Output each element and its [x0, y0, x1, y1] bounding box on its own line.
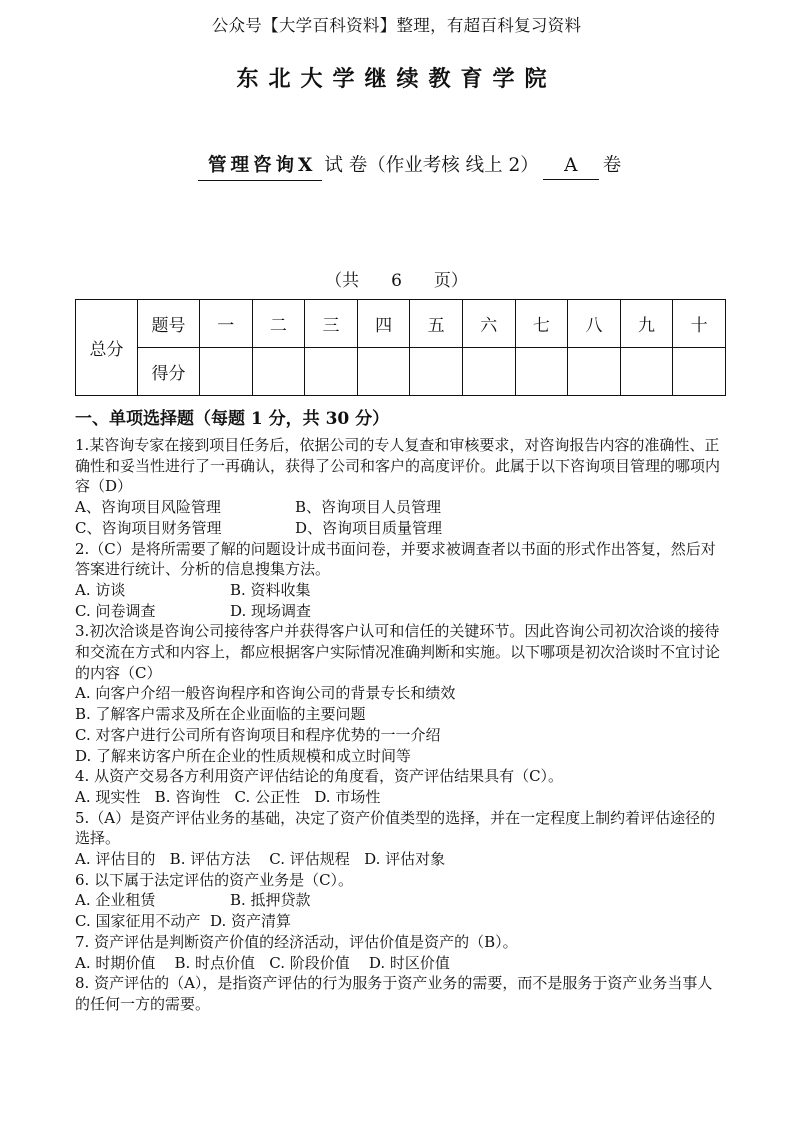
option-row [75, 953, 725, 974]
question-stem: 7. 资产评估是判断资产价值的经济活动，评估价值是资产的（B）。 [75, 932, 518, 951]
option: D、咨询项目质量管理 [295, 518, 443, 537]
question-number-cell: 二 [252, 300, 305, 348]
score-cell [305, 348, 358, 396]
score-cell [410, 348, 463, 396]
total-score-label: 总分 [76, 300, 138, 396]
option: B. 了解客户需求及所在企业面临的主要问题 [75, 705, 366, 724]
option: A. 向客户介绍一般咨询程序和咨询公司的背景专长和绩效 [75, 684, 456, 703]
score-table [75, 299, 726, 396]
option-row [75, 497, 725, 518]
option-row [75, 601, 725, 622]
question-number-cell: 九 [620, 300, 673, 348]
option: A. 评估目的 B. 评估方法 C. 评估规程 D. 评估对象 [75, 850, 446, 869]
volume-letter: A [543, 155, 599, 180]
question-stem: 3.初次洽谈是咨询公司接待客户并获得客户认可和信任的关键环节。因此咨询公司初次洽谈的接待和交流在方式和内容上，都应根据客户实际情况准确判断和实施。以下哪项是初次洽谈时不宜讨论的内容（C） [75, 622, 721, 682]
page-count-open: （共 [325, 271, 360, 291]
score-table-header-row [76, 300, 726, 348]
top-note: 公众号【大学百科资料】整理，有超百科复习资料 [211, 16, 582, 35]
question-number-cell: 五 [410, 300, 463, 348]
option-row [75, 518, 725, 539]
question-stem: 1.某咨询专家在接到项目任务后，依据公司的专人复查和审核要求，对咨询报告内容的准确性、正确性和妥当性进行了一再确认，获得了公司和客户的高度评价。此属于以下咨询项目管理的哪项内容（D） [75, 436, 721, 496]
option-row [75, 911, 725, 932]
score-cell [462, 348, 515, 396]
section-heading: 一、单项选择题（每题 1 分，共 30 分） [75, 409, 390, 429]
question-number-cell: 十 [673, 300, 726, 348]
option: C. 国家征用不动产 D. 资产清算 [75, 912, 292, 931]
option: A. 现实性 B. 咨询性 C. 公正性 D. 市场性 [75, 787, 381, 806]
option: C、咨询项目财务管理 [75, 518, 222, 537]
school-name: 东北大学继续教育学院 [236, 66, 557, 92]
option: C. 问卷调查 [75, 601, 156, 620]
question-list [75, 435, 725, 1015]
score-cell [252, 348, 305, 396]
score-cell [357, 348, 410, 396]
volume-word: 卷 [602, 155, 622, 176]
option: C. 对客户进行公司所有咨询项目和程序优势的一一介绍 [75, 725, 441, 744]
option: D. 了解来访客户所在企业的性质规模和成立时间等 [75, 746, 412, 765]
option: A. 企业租赁 [75, 891, 156, 910]
option: A. 访谈 [75, 580, 126, 599]
score-cell [673, 348, 726, 396]
course-name: 管理咨询X [198, 151, 322, 181]
exam-title [198, 151, 678, 179]
option: B. 抵押贷款 [230, 891, 311, 910]
exam-type: 试 卷（作业考核 线上 2） [324, 155, 539, 176]
page-count [0, 266, 793, 291]
option-row [75, 890, 725, 911]
page-count-number: 6 [391, 271, 402, 291]
question-stem: 8. 资产评估的（A），是指资产评估的行为服务于资产业务的需要，而不是服务于资产业务当事人的任何一方的需要。 [75, 974, 713, 1013]
option: B. 资料收集 [230, 580, 311, 599]
question-number-cell: 三 [305, 300, 358, 348]
option: A. 时期价值 B. 时点价值 C. 阶段价值 D. 时区价值 [75, 953, 450, 972]
option: A、咨询项目风险管理 [75, 498, 221, 517]
option: D. 现场调查 [230, 601, 312, 620]
question-stem: 4. 从资产交易各方利用资产评估结论的角度看，资产评估结果具有（C）。 [75, 767, 564, 786]
option-row [75, 580, 725, 601]
score-cell [200, 348, 253, 396]
question-number-cell: 七 [515, 300, 568, 348]
option: B、咨询项目人员管理 [295, 498, 442, 517]
page-count-close: 页） [433, 271, 468, 291]
score-cell [515, 348, 568, 396]
score-label: 得分 [138, 348, 200, 396]
question-stem: 6. 以下属于法定评估的资产业务是（C）。 [75, 870, 354, 889]
question-number-label: 题号 [138, 300, 200, 348]
question-number-cell: 六 [462, 300, 515, 348]
score-cell [620, 348, 673, 396]
question-number-cell: 一 [200, 300, 253, 348]
question-number-cell: 八 [568, 300, 621, 348]
question-stem: 2.（C）是将所需要了解的问题设计成书面问卷，并要求被调查者以书面的形式作出答复，然后对答案进行统计、分析的信息搜集方法。 [75, 539, 716, 579]
option-row [75, 849, 725, 870]
question-number-cell: 四 [357, 300, 410, 348]
score-table-score-row [76, 348, 726, 396]
option-row [75, 787, 725, 808]
score-cell [568, 348, 621, 396]
question-stem: 5.（A）是资产评估业务的基础，决定了资产价值类型的选择，并在一定程度上制约着评估途径的选择。 [75, 808, 716, 848]
